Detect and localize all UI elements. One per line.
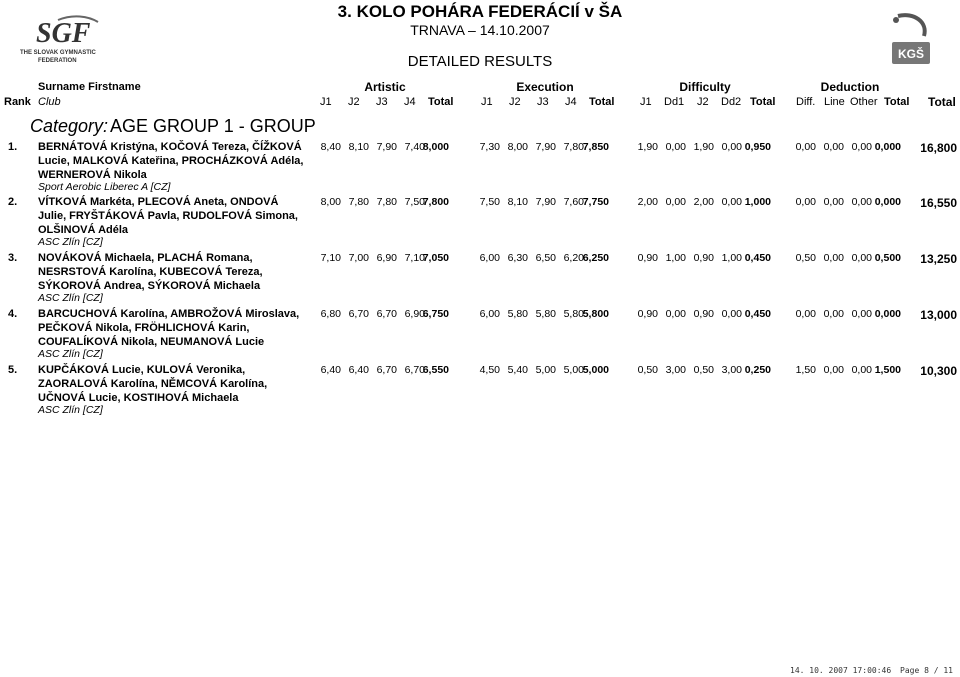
rank-cell: 3. bbox=[8, 252, 18, 264]
execution-score-j1: 6,00 bbox=[479, 308, 500, 320]
grand-total-score: 13,250 bbox=[920, 252, 957, 266]
artistic-score-j2: 6,70 bbox=[348, 308, 369, 320]
deduction-score-j2: 0,00 bbox=[823, 196, 844, 208]
rank-cell: 5. bbox=[8, 364, 18, 376]
artistic-score-j4: 6,70 bbox=[404, 364, 425, 376]
deduction-score-j1: 0,00 bbox=[795, 196, 816, 208]
execution-score-j2: 5,40 bbox=[507, 364, 528, 376]
artistic-j1-header: J1 bbox=[320, 96, 332, 108]
execution-j2-header: J2 bbox=[509, 96, 521, 108]
artistic-score-total: 7,050 bbox=[422, 252, 449, 264]
grand-total-header: Total bbox=[928, 95, 956, 109]
deduction-score-j3: 0,00 bbox=[851, 308, 872, 320]
execution-score-j4: 6,20 bbox=[563, 252, 584, 264]
execution-score-total: 7,750 bbox=[582, 196, 609, 208]
execution-score-j1: 6,00 bbox=[479, 252, 500, 264]
sgf-logo-monogram: SGF bbox=[36, 18, 91, 49]
deduction-score-j1: 0,50 bbox=[795, 252, 816, 264]
difficulty-score-j1: 0,90 bbox=[637, 252, 658, 264]
artistic-score-j3: 7,80 bbox=[376, 196, 397, 208]
difficulty-score-j1: 1,90 bbox=[637, 141, 658, 153]
artistic-score-j3: 6,70 bbox=[376, 308, 397, 320]
results-subtitle: DETAILED RESULTS bbox=[407, 53, 553, 70]
deduction-score-j1: 0,00 bbox=[795, 141, 816, 153]
execution-score-j1: 4,50 bbox=[479, 364, 500, 376]
execution-score-total: 7,850 bbox=[582, 141, 609, 153]
deduction-score-j3: 0,00 bbox=[851, 196, 872, 208]
col-rank: Rank bbox=[4, 96, 31, 108]
difficulty-score-total: 0,250 bbox=[744, 364, 771, 376]
difficulty-j1-header: J1 bbox=[640, 96, 652, 108]
difficulty-score-total: 0,450 bbox=[744, 252, 771, 264]
deduction-score-j3: 0,00 bbox=[851, 252, 872, 264]
col-club: Club bbox=[38, 96, 61, 108]
difficulty-score-j2: 0,00 bbox=[665, 196, 686, 208]
difficulty-score-j3: 1,90 bbox=[693, 141, 714, 153]
difficulty-score-total: 1,000 bbox=[744, 196, 771, 208]
execution-score-j2: 8,00 bbox=[507, 141, 528, 153]
grand-total-score: 10,300 bbox=[920, 364, 957, 378]
col-deduction: Deduction bbox=[820, 80, 880, 94]
team-members: KUPČÁKOVÁ Lucie, KULOVÁ Veronika, ZAORALOVÁ Karolína, NĚMCOVÁ Karolína, UČNOVÁ Lucie, KOSTIHOVÁ Michaela bbox=[38, 364, 268, 404]
execution-score-total: 5,000 bbox=[582, 364, 609, 376]
difficulty-score-total: 0,950 bbox=[744, 141, 771, 153]
difficulty-score-j2: 1,00 bbox=[665, 252, 686, 264]
difficulty-score-j4: 3,00 bbox=[721, 364, 742, 376]
artistic-score-j2: 7,00 bbox=[348, 252, 369, 264]
club-name: ASC Zlín [CZ] bbox=[38, 404, 103, 416]
difficulty-score-j3: 2,00 bbox=[693, 196, 714, 208]
artistic-score-j1: 6,80 bbox=[320, 308, 341, 320]
artistic-score-total: 8,000 bbox=[422, 141, 449, 153]
difficulty-dd1-header: Dd1 bbox=[664, 96, 685, 108]
category-name: AGE GROUP 1 - GROUP bbox=[110, 116, 316, 136]
artistic-score-j4: 7,50 bbox=[404, 196, 425, 208]
team-members: BERNÁTOVÁ Kristýna, KOČOVÁ Tereza, ČÍŽKOVÁ Lucie, MALKOVÁ Kateřina, PROCHÁZKOVÁ Adéla, WERNEROVÁ Nikola bbox=[38, 141, 304, 181]
execution-score-total: 5,800 bbox=[582, 308, 609, 320]
difficulty-score-j2: 3,00 bbox=[665, 364, 686, 376]
artistic-j4-header: J4 bbox=[404, 96, 416, 108]
difficulty-score-j3: 0,90 bbox=[693, 252, 714, 264]
deduction-score-j2: 0,00 bbox=[823, 252, 844, 264]
difficulty-j2-header: J2 bbox=[697, 96, 709, 108]
difficulty-score-j2: 0,00 bbox=[665, 308, 686, 320]
logo-left-text-1: THE SLOVAK GYMNASTIC bbox=[20, 50, 96, 56]
deduction-line-header: Line bbox=[824, 96, 845, 108]
execution-score-j1: 7,30 bbox=[479, 141, 500, 153]
execution-total-header: Total bbox=[589, 96, 615, 108]
artistic-score-j2: 6,40 bbox=[348, 364, 369, 376]
club-name: ASC Zlín [CZ] bbox=[38, 236, 103, 248]
artistic-score-j4: 7,40 bbox=[404, 141, 425, 153]
execution-j3-header: J3 bbox=[537, 96, 549, 108]
artistic-score-j3: 7,90 bbox=[376, 141, 397, 153]
difficulty-total-header: Total bbox=[750, 96, 776, 108]
team-members: VÍTKOVÁ Markéta, PLECOVÁ Aneta, ONDOVÁ Julie, FRYŠTÁKOVÁ Pavla, RUDOLFOVÁ Simona, OLŠINOVÁ Adéla bbox=[38, 196, 298, 236]
artistic-score-j4: 6,90 bbox=[404, 308, 425, 320]
deduction-score-j3: 0,00 bbox=[851, 364, 872, 376]
artistic-total-header: Total bbox=[428, 96, 454, 108]
artistic-score-j2: 7,80 bbox=[348, 196, 369, 208]
execution-score-j2: 8,10 bbox=[507, 196, 528, 208]
execution-score-j3: 7,90 bbox=[535, 141, 556, 153]
difficulty-score-j3: 0,90 bbox=[693, 308, 714, 320]
execution-score-j3: 7,90 bbox=[535, 196, 556, 208]
deduction-score-j2: 0,00 bbox=[823, 364, 844, 376]
execution-score-j4: 7,80 bbox=[563, 141, 584, 153]
artistic-score-j3: 6,90 bbox=[376, 252, 397, 264]
artistic-score-j2: 8,10 bbox=[348, 141, 369, 153]
execution-score-j2: 5,80 bbox=[507, 308, 528, 320]
execution-score-j1: 7,50 bbox=[479, 196, 500, 208]
deduction-score-j1: 1,50 bbox=[795, 364, 816, 376]
artistic-score-j4: 7,10 bbox=[404, 252, 425, 264]
difficulty-score-j4: 0,00 bbox=[721, 308, 742, 320]
category-label: Category: bbox=[30, 116, 109, 136]
difficulty-score-j1: 2,00 bbox=[637, 196, 658, 208]
difficulty-score-j3: 0,50 bbox=[693, 364, 714, 376]
deduction-score-total: 1,500 bbox=[874, 364, 901, 376]
deduction-score-j3: 0,00 bbox=[851, 141, 872, 153]
artistic-score-j1: 8,40 bbox=[320, 141, 341, 153]
execution-score-j2: 6,30 bbox=[507, 252, 528, 264]
club-name: ASC Zlín [CZ] bbox=[38, 292, 103, 304]
difficulty-score-j4: 1,00 bbox=[721, 252, 742, 264]
artistic-score-total: 6,550 bbox=[422, 364, 449, 376]
logo-left-text-2: FEDERATION bbox=[38, 58, 77, 64]
difficulty-score-j2: 0,00 bbox=[665, 141, 686, 153]
execution-score-j3: 5,00 bbox=[535, 364, 556, 376]
artistic-score-j3: 6,70 bbox=[376, 364, 397, 376]
page-title: 3. KOLO POHÁRA FEDERÁCIÍ v ŠA bbox=[337, 2, 623, 21]
execution-j4-header: J4 bbox=[565, 96, 577, 108]
execution-score-j4: 5,00 bbox=[563, 364, 584, 376]
execution-j1-header: J1 bbox=[481, 96, 493, 108]
artistic-score-j1: 8,00 bbox=[320, 196, 341, 208]
deduction-score-total: 0,000 bbox=[874, 308, 901, 320]
col-surname: Surname Firstname bbox=[38, 81, 141, 93]
team-members: NOVÁKOVÁ Michaela, PLACHÁ Romana, NESRSTOVÁ Karolína, KUBECOVÁ Tereza, SÝKOROVÁ Andrea, SÝKOROVÁ Michaela bbox=[38, 252, 263, 292]
grand-total-score: 16,550 bbox=[920, 196, 957, 210]
col-execution: Execution bbox=[516, 80, 574, 94]
artistic-score-j1: 6,40 bbox=[320, 364, 341, 376]
col-artistic: Artistic bbox=[364, 80, 406, 94]
difficulty-score-j1: 0,50 bbox=[637, 364, 658, 376]
execution-score-j3: 5,80 bbox=[535, 308, 556, 320]
deduction-score-total: 0,000 bbox=[874, 141, 901, 153]
deduction-score-total: 0,500 bbox=[874, 252, 901, 264]
grand-total-score: 13,000 bbox=[920, 308, 957, 322]
execution-score-j4: 5,80 bbox=[563, 308, 584, 320]
grand-total-score: 16,800 bbox=[920, 141, 957, 155]
difficulty-score-total: 0,450 bbox=[744, 308, 771, 320]
deduction-total-header: Total bbox=[884, 96, 910, 108]
execution-score-total: 6,250 bbox=[582, 252, 609, 264]
place-date: TRNAVA – 14.10.2007 bbox=[410, 22, 550, 38]
difficulty-dd2-header: Dd2 bbox=[721, 96, 742, 108]
deduction-score-j2: 0,00 bbox=[823, 308, 844, 320]
club-name: Sport Aerobic Liberec A [CZ] bbox=[38, 181, 171, 193]
footer-page: Page 8 / 11 bbox=[900, 666, 953, 675]
rank-cell: 2. bbox=[8, 196, 18, 208]
difficulty-score-j1: 0,90 bbox=[637, 308, 658, 320]
execution-score-j4: 7,60 bbox=[563, 196, 584, 208]
artistic-j3-header: J3 bbox=[376, 96, 388, 108]
footer-timestamp: 14. 10. 2007 17:00:46 bbox=[790, 666, 892, 675]
rank-cell: 1. bbox=[8, 141, 18, 153]
deduction-score-total: 0,000 bbox=[874, 196, 901, 208]
difficulty-score-j4: 0,00 bbox=[721, 141, 742, 153]
artistic-j2-header: J2 bbox=[348, 96, 360, 108]
deduction-score-j2: 0,00 bbox=[823, 141, 844, 153]
artistic-score-total: 6,750 bbox=[422, 308, 449, 320]
deduction-other-header: Other bbox=[850, 96, 878, 108]
logo-right-text: KGŠ bbox=[897, 47, 925, 61]
artistic-score-total: 7,800 bbox=[422, 196, 449, 208]
club-name: ASC Zlín [CZ] bbox=[38, 348, 103, 360]
rank-cell: 4. bbox=[8, 308, 18, 320]
team-members: BARCUCHOVÁ Karolína, AMBROŽOVÁ Miroslava, PEČKOVÁ Nikola, FRÖHLICHOVÁ Karin, COUFALÍKOVÁ Nikola, NEUMANOVÁ Lucie bbox=[38, 308, 300, 348]
col-difficulty: Difficulty bbox=[679, 80, 731, 94]
execution-score-j3: 6,50 bbox=[535, 252, 556, 264]
artistic-score-j1: 7,10 bbox=[320, 252, 341, 264]
difficulty-score-j4: 0,00 bbox=[721, 196, 742, 208]
deduction-score-j1: 0,00 bbox=[795, 308, 816, 320]
deduction-diff-header: Diff. bbox=[796, 96, 816, 108]
